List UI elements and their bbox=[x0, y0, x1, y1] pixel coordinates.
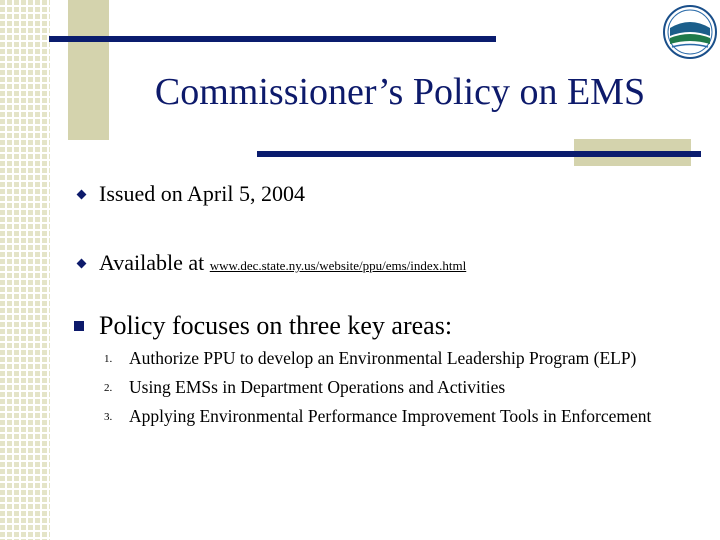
item-number: 1. bbox=[104, 353, 113, 365]
bullet-text: Issued on April 5, 2004 bbox=[99, 181, 305, 206]
key-areas-list bbox=[104, 346, 704, 433]
diamond-bullet-icon bbox=[77, 190, 87, 200]
item-text: Using EMSs in Department Operations and Activities bbox=[129, 377, 506, 397]
item-text: Applying Environmental Performance Improvement Tools in Enforcement bbox=[129, 406, 652, 426]
list-item bbox=[104, 375, 704, 399]
section-heading bbox=[74, 309, 452, 343]
item-text: Authorize PPU to develop an Environmental Leadership Program (ELP) bbox=[129, 348, 637, 368]
slide-title: Commissioner’s Policy on EMS bbox=[154, 71, 646, 113]
decorative-rule-bottom bbox=[257, 151, 701, 157]
item-number: 3. bbox=[104, 411, 113, 423]
decorative-stripes bbox=[0, 0, 50, 540]
item-number: 2. bbox=[104, 382, 113, 394]
policy-url-link[interactable]: www.dec.state.ny.us/website/ppu/ems/index.html bbox=[209, 258, 467, 273]
list-item bbox=[104, 346, 704, 370]
list-item bbox=[104, 404, 704, 428]
decorative-tan-block-left bbox=[68, 0, 109, 140]
agency-seal-logo bbox=[662, 4, 718, 60]
square-bullet-icon bbox=[74, 321, 84, 331]
section-text: Policy focuses on three key areas: bbox=[99, 311, 453, 340]
bullet-text: Available at bbox=[99, 250, 205, 275]
bullet-issued-date bbox=[78, 180, 305, 208]
diamond-bullet-icon bbox=[77, 259, 87, 269]
decorative-rule-top bbox=[49, 36, 496, 42]
bullet-availability bbox=[78, 249, 466, 280]
